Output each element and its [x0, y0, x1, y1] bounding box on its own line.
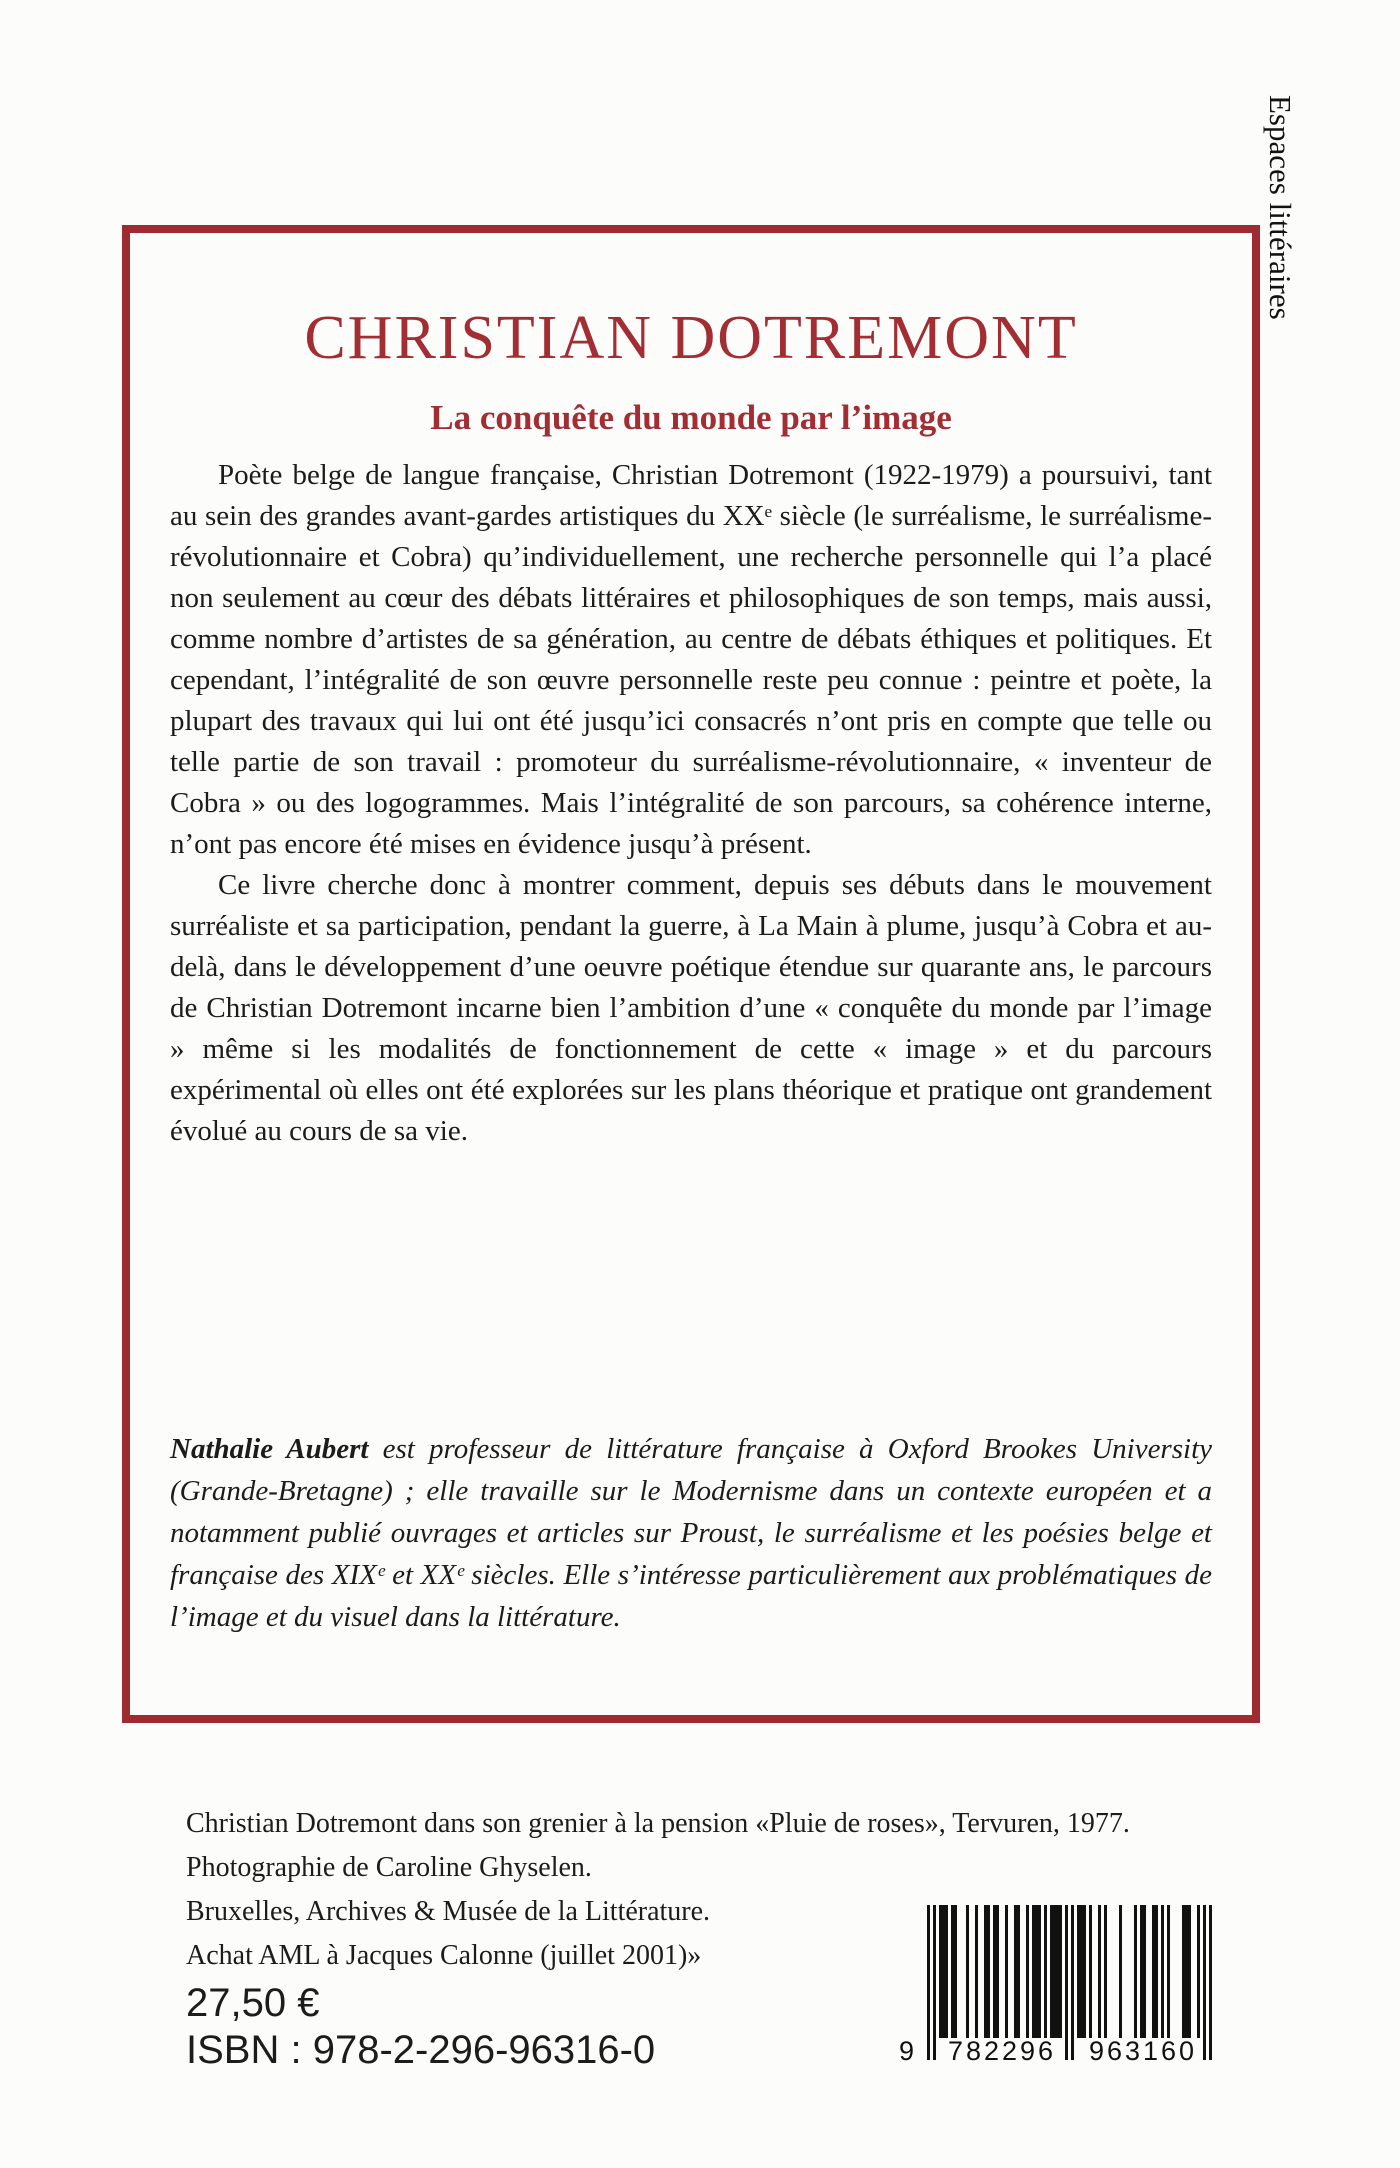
photo-credit-line: Achat AML à Jacques Calonne (juillet 2001)»: [186, 1940, 702, 1971]
book-title: CHRISTIAN DOTREMONT: [304, 304, 1078, 372]
barcode-digit-group1: 782296: [947, 2036, 1057, 2066]
book-subtitle: La conquête du monde par l’image: [430, 398, 952, 437]
price-block: [186, 1980, 655, 2074]
author-name: Nathalie Aubert: [170, 1433, 369, 1465]
blurb-paragraph-1: Poète belge de langue française, Christian Dotremont (1922-1979) a poursuivi, tant au sein des grandes avant-gardes artistiques du XXᵉ siècle (le surréalisme, le surréalisme-révolutionnaire et Cobra) qu’individuellement, une recherche personnelle qui l’a placé non seulement au cœur des débats littéraires et philosophiques de son temps, mais aussi, comme nombre d’artistes de sa génération, au centre de débats éthiques et politiques. Et cependant, l’intégralité de son œuvre personnelle reste peu connue : peintre et poète, la plupart des travaux qui lui ont été jusqu’ici consacrés n’ont pris en compte que telle ou telle partie de son travail : promoteur du surréalisme-révolutionnaire, « inventeur de Cobra » ou des logogrammes. Mais l’intégralité de son parcours, sa cohérence interne, n’ont pas encore été mises en évidence jusqu’à présent.: [170, 459, 1212, 860]
photo-credit-line: Photographie de Caroline Ghyselen.: [186, 1852, 592, 1883]
author-bio-text: est professeur de littérature française à Oxford Brookes University (Grande-Bretagne) ; elle travaille sur le Modernisme dans un contexte européen et a notamment publié ouvrages et articles sur Proust, le surréalisme et les poésies belge et française des XIXᵉ et XXᵉ siècles. Elle s’intéresse particulièrement aux problématiques de l’image et du visuel dans la littérature.: [170, 1433, 1212, 1633]
barcode-digit-group2: 963160: [1088, 2036, 1198, 2066]
barcode: [899, 1905, 1212, 2066]
photo-credit-line: Bruxelles, Archives & Musée de la Littérature.: [186, 1896, 711, 1927]
red-frame: [122, 225, 1260, 1723]
author-bio: [170, 1428, 1212, 1638]
collection-label: Espaces littéraires: [1263, 95, 1298, 320]
photo-credit-line: Christian Dotremont dans son grenier à la pension «Pluie de roses», Tervuren, 1977.: [186, 1808, 1130, 1839]
isbn: ISBN : 978-2-296-96316-0: [186, 2028, 656, 2072]
barcode-digit-first: 9: [899, 2036, 918, 2066]
price: 27,50 €: [186, 1981, 320, 2025]
blurb-paragraph-2: Ce livre cherche donc à montrer comment, depuis ses débuts dans le mouvement surréaliste et sa participation, pendant la guerre, à La Main à plume, jusqu’à Cobra et au-delà, dans le développement d’une oeuvre poétique étendue sur quarante ans, le parcours de Christian Dotremont incarne bien l’ambition d’une « conquête du monde par l’image » même si les modalités de fonctionnement de cette « image » et du parcours expérimental où elles ont été explorées sur les plans théorique et pratique ont grandement évolué au cours de sa vie.: [170, 869, 1212, 1147]
back-cover-blurb: [170, 455, 1212, 1152]
